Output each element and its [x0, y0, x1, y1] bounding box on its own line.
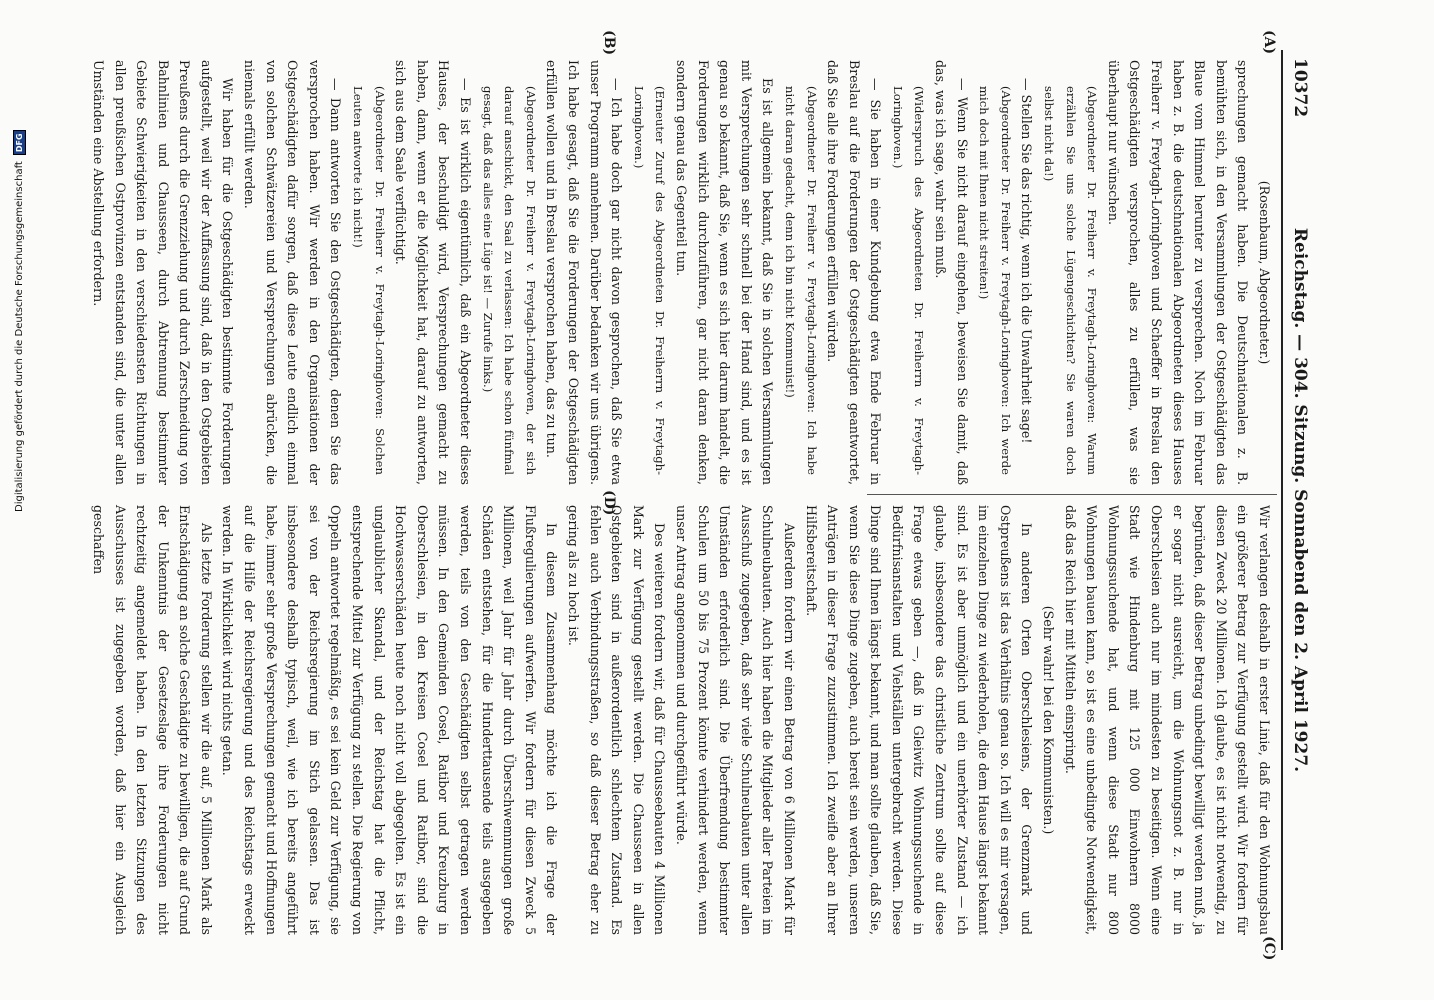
right-column-paragraph: Wir verlangen deshalb in erster Linie, daß für den Wohnungsbau ein größerer Betrag zur Verfügung gestellt wird. Wir fordern für diesen Zweck 20 Millionen. Ich glaube, es ist nicht notwendig, zu begründen, daß dieser Betrag unbedingt bewilligt werden muß, ja er sogar nicht ausreicht, um die Wohnungsnot z. B. nur in Oberschlesien auch nur im mindesten zu beseitigen. Wenn eine Stadt wie Hindenburg mit 125 000 Einwohnern 8000 Wohnungssuchende hat, und wenn diese Stadt nur 800 Wohnungen bauen kann, so ist es eine unbedingte Notwendigkeit, daß das Reich hier mit Mitteln einspringt. — [1062, 505, 1272, 935]
left-column-paragraph: (Rosenbaum, Abgeordneter.) — [1257, 180, 1272, 365]
left-column-paragraph: — Ich habe doch gar nicht davon gesprochen, daß Sie etwa unser Programm annehmen. Darüber bedanken wir uns übrigens. Ich habe gesagt, daß Sie die Forderungen der Ostgeschädigten erfüllen wollen und in Breslau versprochen haben, das zu tun. — [544, 60, 625, 485]
left-column-paragraph: — Wenn Sie nicht darauf eingehen, beweisen Sie damit, daß das, was ich sage, wahr sein muß. — [933, 60, 970, 485]
right-column-paragraph: In anderen Orten Oberschlesiens, der Grenzmark und Ostpreußens ist das Verhältnis genau so. Ich will es mir versagen, im einzelnen Dinge zu wiederholen, die dem Hause längst bekannt sind. Es ist aber unmöglich und ein unerhörter Zustand — ich glaube, insbesondere das christliche Zentrum sollte auf diese Frage etwas geben —, daß in Gleiwitz Wohnungssuchende in Bedürfnisanstalten und Viehställen untergebracht werden. Diese Dinge sind Ihnen längst bekannt, und man sollte glauben, daß Sie, wenn Sie diese Dinge zugeben, auch bereit sein werden, unseren Anträgen in dieser Frage zuzustimmen. Ich zweifle aber an Ihrer Hilfsbereitschaft. — [803, 505, 1035, 935]
digitization-credit — [12, 32, 26, 512]
page-header — [1285, 50, 1315, 950]
right-column-paragraph: In diesem Zusammenhang möchte ich die Frage der Flußregulierungen aufwerfen. Wir fordern für diesen Zweck 5 Millionen, weil Jahr für Jahr durch Überschwemmungen große Schäden entstehen, für die Hunderttausende teils ausgegeben werden, teils von den Geschädigten selbst getragen werden müssen. In den Gemeinden Cosel, Ratibor und Kreuzburg in Oberschlesien, in den Kreisen Cosel und Ratibor, sind die Hochwasserschäden heute noch nicht voll abgegolten. Es ist ein unglaublicher Skandal, und der Reichstag hat die Pflicht, entsprechende Mittel zur Verfügung zu stellen. Die Regierung von Oppeln antwortet regelmäßig, es sei kein Geld zur Verfügung, sie sei von der Reichsregierung im Stich gelassen. Das ist insbesondere deshalb typisch, weil, wie ich bereits angeführt habe, immer sehr große Versprechungen gemacht und Hoffnungen auf die Hilfe der Reichsregierung und des Reichstags erweckt werden. In Wirklichkeit wird nichts getan. — [220, 505, 560, 935]
left-column-paragraph: sprechungen gemacht haben. Die Deutschnationalen z. B. bemühten sich, in den Versammlungen der Ostgeschädigten das Blaue vom Himmel herunter zu versprechen. Noch im Februar haben z. B. die deutschnationalen Abgeordneten dieses Hauses Freiherr v. Freytagh-Loringhoven und Schaeffer in Breslau den Ostgeschädigten versprochen, alles zu erfüllen, was sie überhaupt nur wünschen. — [1105, 60, 1251, 485]
right-column-paragraph: Als letzte Forderung stellen wir die auf, 5 Millionen Mark als Entschädigung an solche Geschädigte zu bewilligen, die auf Grund der Unkenntnis der Gesetzeslage ihre Forderungen nicht rechtzeitig angemeldet haben. In den letzten Sitzungen des Ausschusses ist zugegeben worden, daß hier ein Ausgleich geschaffen — [90, 505, 214, 935]
margin-marker-d: (D) — [601, 490, 617, 516]
credit-text: Digitalisierung gefördert durch die Deutsche Forschungsgemeinschaft — [13, 161, 25, 512]
left-column-paragraph: (Abgeordneter Dr. Freiherr v. Freytagh-Loringhoven: Ich werde mich doch mit Ihnen nicht streiten!) — [977, 86, 1013, 475]
left-column-paragraph: — Stellen Sie das richtig, wenn ich die Unwahrheit sage! — [1019, 78, 1035, 444]
right-column-paragraph: Des weiteren fordern wir, daß für Chausseebauten 4 Millionen Mark zur Verfügung gestellt werden. Die Chausseen in allen Ostgebieten sind in außerordentlich schlechtem Zustand. Es fehlen auch Verbindungsstraßen, so daß dieser Betrag eher zu gering als zu hoch ist. — [566, 505, 668, 935]
left-column-paragraph: Es ist allgemein bekannt, daß Sie in solchen Versammlungen mit Versprechungen sehr schnell bei der Hand sind, und es ist genau so bekannt, daß Sie, wenn es sich hier darum handelt, die Forderungen wirklich durchzuführen, gar nicht daran denken, sondern genau das Gegenteil tun. — [673, 60, 776, 485]
margin-marker-b: (B) — [601, 30, 617, 56]
right-column-paragraph: Außerdem fordern wir einen Betrag von 6 Millionen Mark für Schulneubauten. Auch hier haben die Mitglieder aller Parteien im Ausschuß zugegeben, daß sehr viele Schulneubauten unter allen Umständen erforderlich sind. Die Überfremdung bestimmter Schulen um 50 bis 75 Prozent könnte verhindert werden, wenn unser Antrag angenommen und durchgeführt würde. — [673, 505, 797, 935]
column-divider — [867, 494, 1277, 495]
dfg-logo: DFG — [13, 130, 26, 155]
right-column — [87, 505, 1275, 935]
left-column-paragraph: (Abgeordneter Dr. Freiherr v. Freytagh-Loringhoven: Solchen Leuten antworte ich nicht!) — [351, 86, 387, 475]
left-column-paragraph: Wir haben für die Ostgeschädigten bestimmte Forderungen aufgestellt, weil wir der Auffassung sind, daß in den Ostgebieten Preußens durch die Grenzziehung und durch Zerschneidung von Bahnlinien und Chausseen, durch Abtrennung bestimmter Gebiete Schwierigkeiten in den verschiedensten Richtungen in allen preußischen Ostprovinzen entstanden sind, die unter allen Umständen eine Abstellung erfordern. — [90, 60, 236, 485]
left-column-paragraph: — Sie haben in einer Kundgebung etwa Ende Februar in Breslau auf die Forderungen der Ostgeschädigten geantwortet, daß Sie alle ihre Forderungen erfüllen würden. — [825, 60, 884, 485]
header-rule — [1281, 50, 1283, 950]
left-column-paragraph: — Dann antworten Sie den Ostgeschädigten, denen Sie das versprochen haben. Wir werden in den Organisationen der Ostgeschädigten dafür sorgen, daß diese Leute endlich einmal von solchen Schwätzereien und Versprechungen abrücken, die niemals erfüllt werden. — [242, 60, 344, 485]
right-column-paragraph: (Sehr wahr! bei den Kommunisten.) — [1041, 605, 1057, 835]
left-column — [87, 60, 1275, 485]
left-column-paragraph: (Abgeordneter Dr. Freiherr v. Freytagh-Loringhoven, der sich darauf anschickt, den Saal zu verlassen: Ich habe schon fünfmal gesagt, daß das alles eine Lüge ist! — Zurufe links.) — [480, 86, 538, 475]
left-column-paragraph: — Es ist wirklich eigentümlich, daß ein Abgeordneter dieses Hauses, der beschuldigt wird, Versprechungen gemacht zu haben, dann, wenn er die Möglichkeit hat, darauf zu antworten, sich aus dem Saale verflüchtigt. — [393, 60, 474, 485]
left-column-paragraph: (Widerspruch des Abgeordneten Dr. Freiherrn v. Freytagh-Loringhoven.) — [890, 86, 927, 475]
left-column-paragraph: (Abgeordneter Dr. Freiherr v. Freytagh-Loringhoven: Warum erzählen Sie uns solche Lügengeschichten? Sie waren doch selbst nicht da!) — [1042, 86, 1100, 475]
page-number: 10372 — [1290, 58, 1310, 118]
margin-marker-a: (A) — [1261, 30, 1277, 55]
left-column-paragraph: (Erneuter Zuruf des Abgeordneten Dr. Freiherrn v. Freytagh-Loringhoven.) — [631, 86, 668, 475]
rotated-page — [90, 30, 1317, 961]
margin-marker-c: (C) — [1261, 936, 1277, 961]
page-title: Reichstag. — 304. Sitzung. Sonnabend den 2. April 1927. — [1290, 227, 1310, 773]
left-column-paragraph: (Abgeordneter Dr. Freiherr v. Freytagh-Loringhoven: Ich habe nicht daran gedacht, denn ich bin nicht Kommunist!) — [782, 86, 819, 475]
